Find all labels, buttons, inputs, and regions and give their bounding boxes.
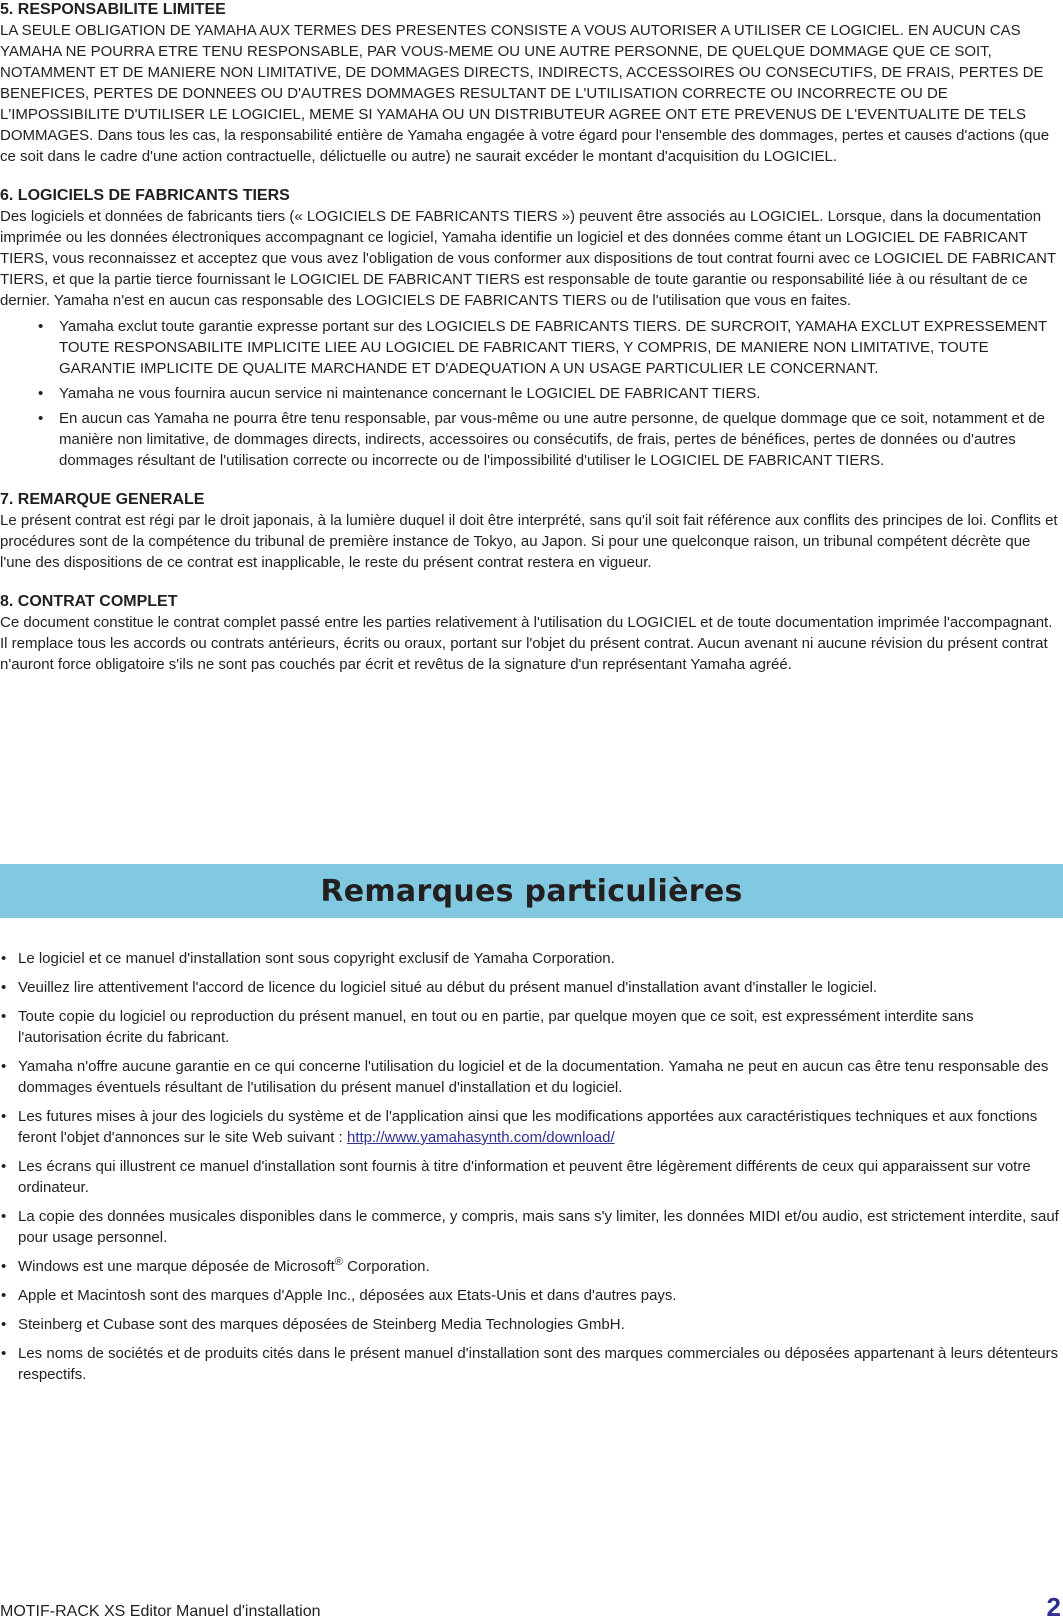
list-item-text: Les noms de sociétés et de produits cités dans le présent manuel d'installation sont des marques commerciales ou déposées appartenant à leurs détenteurs respectifs. [18,1345,1059,1383]
bullet-icon: • [1,1058,7,1075]
bullet-icon: • [1,1345,7,1362]
list-item [0,948,1061,969]
section-paragraph: Le présent contrat est régi par le droit japonais, à la lumière duquel il doit être interprété, sans qu'il soit fait référence aux conflits des principes de loi. Conflits et procédures sont de la compétence du tribunal de première instance de Tokyo, au Japon. Si pour une quelconque raison, un tribunal compétent décrète que l'une des dispositions de ce contrat est inapplicable, le reste du présent contrat restera en vigueur. [0,512,1058,571]
bullet-icon: • [1,979,7,996]
section-responsabilite [0,0,1061,167]
list-item-text: Les futures mises à jour des logiciels du système et de l'application ainsi que les modifications apportées aux caractéristiques techniques et aux fonctions feront l'objet d'annonces sur le site Web suivant : [18,1108,1038,1146]
list-item [38,316,1061,379]
list-item-text: Veuillez lire attentivement l'accord de licence du logiciel situé au début du présent manuel d'installation avant d'installer le logiciel. [18,979,878,996]
bullet-icon: • [1,950,7,967]
list-item-text: Les écrans qui illustrent ce manuel d'installation sont fournis à titre d'information et peuvent être légèrement différents de ceux qui apparaissent sur votre ordinateur. [18,1158,1031,1196]
list-item-text: Yamaha ne vous fournira aucun service ni maintenance concernant le LOGICIEL DE FABRICANT TIERS. [59,385,761,402]
section-heading: 5. RESPONSABILITE LIMITEE [0,1,226,18]
list-item [38,408,1061,471]
bullet-icon: • [1,1158,7,1175]
bullet-icon: • [38,318,44,335]
remarks-banner [0,864,1063,918]
download-link[interactable]: http://www.yamahasynth.com/download/ [346,1129,615,1146]
section-heading: 8. CONTRAT COMPLET [0,593,178,610]
banner-title: Remarques particulières [320,873,743,909]
list-item-text: En aucun cas Yamaha ne pourra être tenu responsable, par vous-même ou une autre personne, de quelque dommage que ce soit, notamment et de manière non limitative, de dommages directs, indirects, accessoires ou consécutifs, de frais, pertes de bénéfices, pertes de données ou d'autres dommages résultant de l'utilisation correcte ou incorrecte ou de l'impossibilité d'utiliser le LOGICIEL DE FABRICANT TIERS. [59,410,1045,469]
bullet-icon: • [1,1008,7,1025]
list-item-updates [0,1106,1061,1148]
list-item-text: Le logiciel et ce manuel d'installation sont sous copyright exclusif de Yamaha Corporation. [18,950,615,967]
list-item [0,1206,1061,1248]
list-item-text: Steinberg et Cubase sont des marques déposées de Steinberg Media Technologies GmbH. [18,1316,625,1333]
list-item [0,1285,1061,1306]
list-item [0,977,1061,998]
license-sections [0,0,1061,675]
section-heading: 6. LOGICIELS DE FABRICANTS TIERS [0,187,290,204]
list-item [0,1156,1061,1198]
bullet-icon: • [1,1258,7,1275]
list-item-windows [0,1256,1061,1277]
bullet-icon: • [1,1287,7,1304]
bullet-icon: • [38,385,44,402]
section-logiciels-tiers [0,186,1061,471]
section-paragraph: LA SEULE OBLIGATION DE YAMAHA AUX TERMES DES PRESENTES CONSISTE A VOUS AUTORISER A UTILISER CE LOGICIEL. EN AUCUN CAS YAMAHA NE POURRA ETRE TENU RESPONSABLE, PAR VOUS-MEME OU UNE AUTRE PERSONNE, DE QUELQUE DOMMAGE QUE CE SOIT, NOTAMMENT ET DE MANIERE NON LIMITATIVE, DE DOMMAGES DIRECTS, INDIRECTS, ACCESSOIRES OU CONSECUTIFS, DE FRAIS, PERTES DE BENEFICES, PERTES DE DONNEES OU D'AUTRES DOMMAGES RESULTANT DE L'UTILISATION CORRECTE OU INCORRECTE OU DE L'IMPOSSIBILITE D'UTILISER LE LOGICIEL, MEME SI YAMAHA OU UN DISTRIBUTEUR AGREE ONT ETE PREVENUS DE L'EVENTUALITE DE TELS DOMMAGES. Dans tous les cas, la responsabilité entière de Yamaha engagée à votre égard pour l'ensemble des dommages, pertes et causes d'actions (que ce soit dans le cadre d'une action contractuelle, délictuelle ou autre) ne saurait excéder le montant d'acquisition du LOGICIEL. [0,22,1050,165]
bullet-icon: • [1,1208,7,1225]
list-item-text: Toute copie du logiciel ou reproduction du présent manuel, en tout ou en partie, par quelque moyen que ce soit, est expressément interdite sans l'autorisation écrite du fabricant. [18,1008,974,1046]
registered-mark: ® [334,1256,343,1268]
bullet-icon: • [1,1108,7,1125]
list-item-text: Yamaha exclut toute garantie expresse portant sur des LOGICIELS DE FABRICANTS TIERS. DE SURCROIT, YAMAHA EXCLUT EXPRESSEMENT TOUTE RESPONSABILITE IMPLICITE LIEE AU LOGICIEL DE FABRICANT TIERS, Y COMPRIS, DE MANIERE NON LIMITATIVE, TOUTE GARANTIE IMPLICITE DE QUALITE MARCHANDE ET D'ADEQUATION A UN USAGE PARTICULIER LE CONCERNANT. [59,318,1047,377]
bullet-list [0,316,1061,471]
list-item-text: La copie des données musicales disponibles dans le commerce, y compris, mais sans s'y limiter, les données MIDI et/ou audio, est strictement interdite, sauf pour usage personnel. [18,1208,1059,1246]
list-item-text: Corporation. [342,1258,430,1275]
list-item-text: Apple et Macintosh sont des marques d'Apple Inc., déposées aux Etats-Unis et dans d'autres pays. [18,1287,677,1304]
section-paragraph: Ce document constitue le contrat complet passé entre les parties relativement à l'utilisation du LOGICIEL et de toute documentation imprimée l'accompagnant. Il remplace tous les accords ou contrats antérieurs, écrits ou oraux, portant sur l'objet du présent contrat. Aucun avenant ni aucune révision du présent contrat n'auront force obligatoire s'ils ne sont pas couchés par écrit et revêtus de la signature d'un représentant Yamaha agréé. [0,614,1053,673]
list-item-text: Yamaha n'offre aucune garantie en ce qui concerne l'utilisation du logiciel et de la documentation. Yamaha ne peut en aucun cas être tenu responsable des dommages éventuels résultant de l'utilisation du présent manuel d'installation et du logiciel. [18,1058,1049,1096]
list-item [38,383,1061,404]
section-remarque-generale [0,490,1061,573]
bullet-icon: • [1,1316,7,1333]
bullet-icon: • [38,410,44,427]
list-item [0,1343,1061,1385]
remarks-list [0,948,1061,1393]
list-item [0,1006,1061,1048]
section-contrat-complet [0,592,1061,675]
list-item-text: Windows est une marque déposée de Microsoft [18,1258,335,1275]
section-heading: 7. REMARQUE GENERALE [0,491,205,508]
section-paragraph: Des logiciels et données de fabricants tiers (« LOGICIELS DE FABRICANTS TIERS ») peuvent être associés au LOGICIEL. Lorsque, dans la documentation imprimée ou les données électroniques accompagnant ce logiciel, Yamaha identifie un logiciel et des données comme étant un LOGICIEL DE FABRICANT TIERS, vous reconnaissez et acceptez que vous avez l'obligation de vous conformer aux dispositions de tout contrat fourni avec ce LOGICIEL DE FABRICANT TIERS, et que la partie tierce fournissant le LOGICIEL DE FABRICANT TIERS est responsable de toute garantie ou responsabilité liée à ou résultant de ce dernier. Yamaha n'est en aucun cas responsable des LOGICIELS DE FABRICANTS TIERS ou de l'utilisation que vous en faites. [0,208,1056,309]
list-item [0,1314,1061,1335]
footer-title: MOTIF-RACK XS Editor Manuel d'installation [0,1603,321,1620]
page-number: 2 [1046,1592,1061,1622]
list-item [0,1056,1061,1098]
